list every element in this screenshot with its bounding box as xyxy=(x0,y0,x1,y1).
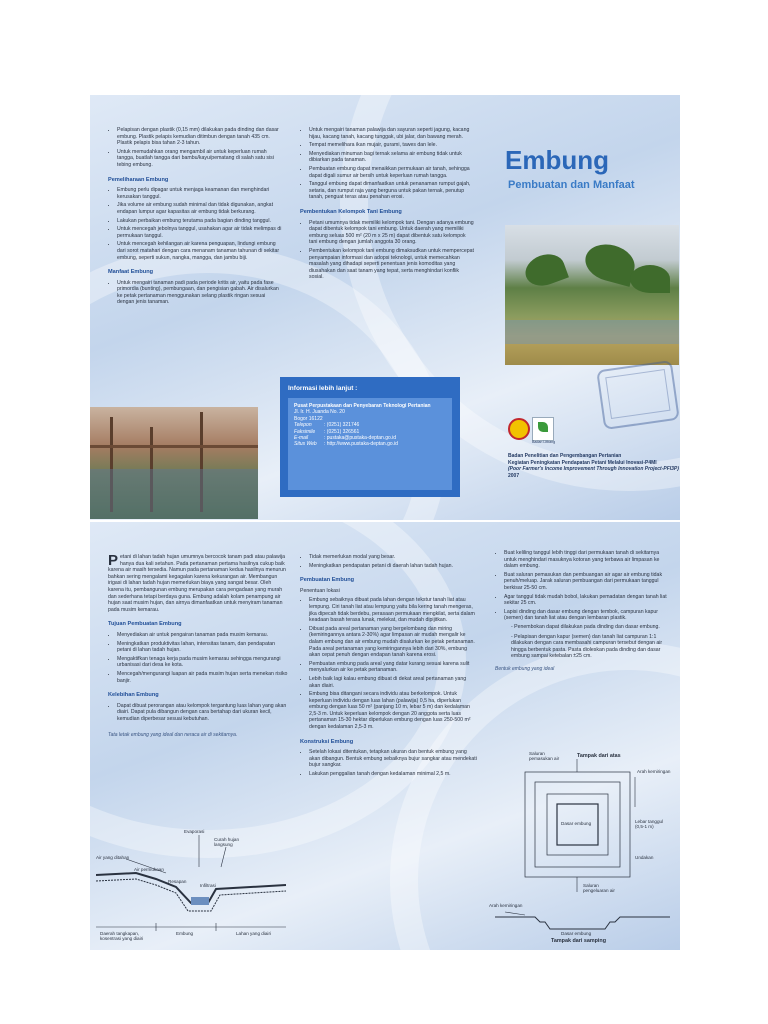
list-item: • Buat saluran pemasukan dan pembuangan air agar air embung tidak penuh/meluap. Jarak saluran pembuangan dari permukaan tanggul berkisar 25-50 cm. xyxy=(504,572,673,592)
list-item: • Mencegah/mengurangi luapan air pada musim hujan serta menekan risiko banjir. xyxy=(117,671,288,684)
list-item: • Meningkatkan produktivitas lahan, intensitas tanam, dan pendapatan petani di lahan tadah hujan. xyxy=(117,641,288,654)
label-rainfall: Curah hujan langsung xyxy=(214,837,240,847)
panel-construction-continued xyxy=(495,550,673,673)
label-outlet: Saluran pengeluaran air xyxy=(583,883,615,893)
info-title: Informasi lebih lanjut : xyxy=(288,385,358,392)
list-item: • Jika volume air embung sudah minimal dan tidak digunakan, angkat endapan lumpur agar kapasitas air embung tidak berkurang. xyxy=(117,202,283,215)
list-item: • Untuk mencegah jebolnya tanggul, usahakan agar air tidak melimpas di permukaan tanggul. xyxy=(117,226,283,239)
list-item: • Petani umumnya tidak memiliki kelompok tani. Dengan adanya embung dapat dibentuk kelompok tani embung. Untuk daerah yang memiliki embung seluas 500 m² (20 m x 25 m) dapat dibentuk satu kelompok tani embung dengan jumlah anggota 30 orang. xyxy=(309,220,475,246)
list-item: • Tidak memerlukan modal yang besar. xyxy=(309,554,478,561)
list-item: • Embung sebaiknya dibuat pada lahan dengan tekstur tanah liat atau lempung. Ciri tanah liat atau lempung yaitu bila kering tanah mengeras, jika dipecah tidak berdebu, perasaan permukaan mengkilat, serta dalam keadaan basah terasa lunak, melekat, dan mudah dipijitkan. xyxy=(309,597,478,623)
panel-intro xyxy=(108,554,288,739)
group-list xyxy=(300,220,475,281)
heading-pemeliharaan: Pemeliharaan Embung xyxy=(108,176,169,183)
info-address: Jl. Ir. H. Juanda No. 20 xyxy=(294,409,345,416)
info-city: Bogor 16122 xyxy=(294,415,323,422)
diagram-caption: Tata letak embung yang ideal dan neraca air di sekitarnya. xyxy=(108,732,238,739)
list-item: • Meningkatkan pendapatan petani di daerah lahan tadah hujan. xyxy=(309,563,478,570)
label-side-view: Tampak dari samping xyxy=(551,938,607,944)
label-seepage: Resapan xyxy=(168,879,187,884)
figure-caption: Bentuk embung yang ideal xyxy=(495,665,555,672)
construction-list-continued xyxy=(495,550,673,622)
label-runoff: Air permukaan xyxy=(134,867,164,872)
subheading-lokasi: Penentuan lokasi xyxy=(300,587,340,594)
library-stamp xyxy=(596,360,680,430)
water-balance-diagram xyxy=(96,827,286,947)
construction-list xyxy=(300,749,478,777)
dropcap: P xyxy=(108,552,119,569)
publisher-line: Kegiatan Peningkatan Pendapatan Petani Melalui Inovasi-P4MI xyxy=(508,459,657,466)
list-item: • Lakukan penggalian tanah dengan kedalaman minimal 2,5 m. xyxy=(309,771,478,778)
benefits-list-continued xyxy=(300,127,475,201)
pond-photo xyxy=(90,407,258,519)
list-item: • Untuk mencegah kehilangan air karena penguapan, lindungi embung dari sorot matahari dengan cara menanam tanaman tahunan di sekitar embung, seperti sukun, nangka, mangga, dan jambu biji. xyxy=(117,241,283,261)
lining-list xyxy=(108,127,283,169)
list-item: • Lakukan perbaikan embung terutama pada bagian dinding tanggul. xyxy=(117,218,283,225)
list-item: • Pelapisan dengan plastik (0,15 mm) dilakukan pada dinding dan dasar embung. Plastik pelapis kemudian ditimbun dengan tanah 435 cm. Plastik pelapis bisa tahan 2-3 tahun. xyxy=(117,127,283,147)
publisher-line: Badan Penelitian dan Pengembangan Pertanian xyxy=(508,453,622,459)
litbang-logo xyxy=(532,417,554,441)
label-slope-side: Arah kemiringan xyxy=(489,903,523,908)
publisher-line: (Poor Farmer's Income Improvement Through Innovation Project-PFI3P) xyxy=(508,466,679,473)
contact-info-box xyxy=(280,377,460,497)
list-item: • Untuk mengairi tanaman padi pada periode kritis air, yaitu pada fase primordia (bunting), pembungaan, dan pengisian gabah. Air disalurkan ke petak pertanaman menggunakan selang plastik ringan sesuai dengan jenis tanaman. xyxy=(117,280,283,306)
list-item: • Agar tanggul tidak mudah bobol, lakukan pemadatan dengan tanah liat sekitar 25 cm. xyxy=(504,594,673,607)
list-item: • Lebih baik lagi kalau embung dibuat di dekat areal pertanaman yang akan diairi. xyxy=(309,676,478,689)
info-row: Telepon : (0251) 321746 xyxy=(294,422,360,429)
label-evaporation: Evaporasi xyxy=(184,829,205,834)
info-org: Pusat Perpustakaan dan Penyebaran Teknologi Pertanian xyxy=(294,403,431,409)
heading-konstruksi: Konstruksi Embung xyxy=(300,738,354,745)
publisher-year: 2007 xyxy=(508,472,520,479)
label-slope: Arah kemiringan xyxy=(637,769,671,774)
ideal-pond-diagram xyxy=(485,747,675,945)
list-item: • Buat keliling tanggul lebih tinggi dari permukaan tanah di sekitarnya untuk menghindari masuknya kotoran yang terbawa air limpasan ke dalam embung. xyxy=(504,550,673,570)
benefits-list xyxy=(108,280,283,306)
list-item: • Setelah lokasi ditentukan, tetapkan ukuran dan bentuk embung yang akan dibangun. Bentuk embung sebaiknya bujur sangkar atau mendekati bujur sangkar. xyxy=(309,749,478,769)
list-item: • Embung bisa ditangani secara individu atau berkelompok. Untuk keperluan individu dengan luas lahan (palawija) 0,5 ha, diperlukan embung dengan luas 50 m² (panjang 10 m, lebar 5 m) dan kedalaman 2,5-3 m. Untuk keperluan kelompok dengan 20 anggota serta luas pertanaman 15-30 hektar diperlukan embung dengan luas 250-500 m² dengan kedalaman 2,5-3 m. xyxy=(309,691,478,731)
label-infiltration: Infiltrasi xyxy=(200,883,216,888)
label-field: Lahan yang diairi xyxy=(236,931,271,936)
intro-paragraph: Petani di lahan tadah hujan umumnya bercocok tanam padi atau palawija hanya dua kali setahun. Pada pertanaman pertama hasilnya cukup baik karena air masih tersedia. Namun pada pertanaman kedua hasilnya menurun bahkan sering mengalami kegagalan karena kekurangan air. Membangun irigasi di lahan tadah hujan memerlukan biaya yang sangat besar. Oleh karena itu, pembangunan embung merupakan cara pengadaan yang murah dan sederhana tetapi berdaya guna. Embung adalah kolam penampung air hujan saat musim hujan, dan airnya dimanfaatkan untuk menyiram tanaman pada musim kemarau. xyxy=(108,552,286,613)
ministry-logo xyxy=(508,418,530,440)
advantages-list xyxy=(108,703,288,723)
brochure-outer-side xyxy=(90,95,680,520)
list-item: • Pembentukan kelompok tani embung dimaksudkan untuk mempercepat penyampaian informasi dan adopsi teknologi, untuk memecahkan masalah yang dihadapi seperti penentuan jenis komoditas yang diusahakan dan saat tanam yang tepat, serta menghindari konflik sosial. xyxy=(309,248,475,281)
location-list xyxy=(300,597,478,730)
list-item: • Untuk memudahkan orang mengambil air untuk keperluan rumah tangga, buatlah tangga dari bambu/kayu/pematang di salah satu sisi tebing embung. xyxy=(117,149,283,169)
list-item: • Lapisi dinding dan dasar embung dengan tembok, campuran kapur (semen) dan tanah liat atau dengan lembaran plastik. xyxy=(504,609,673,622)
list-item: • Tanggul embung dapat dimanfaatkan untuk penanaman rumput gajah, setaria, dan rumput raja yang berguna untuk pakan ternak, penutup tanah, penguat teras atau penahan erosi. xyxy=(309,181,475,201)
label-step: Undakan xyxy=(635,855,654,860)
list-item: • Untuk mengairi tanaman palawija dan sayuran seperti jagung, kacang hijau, kacang tanah, kacang tunggak, ubi jalar, dan bawang merah. xyxy=(309,127,475,140)
panel-maintenance xyxy=(108,127,283,308)
info-body xyxy=(288,398,452,490)
lining-methods xyxy=(495,624,673,660)
cover-photo xyxy=(505,225,679,365)
heading-kelompok: Pembentukan Kelompok Tani Embung xyxy=(300,208,402,215)
list-item: • Pembuatan embung pada areal yang datar kurang sesuai karena sulit menyalurkan air ke petak pertanaman. xyxy=(309,661,478,674)
label-catchment: Daerah tangkapan, kosentrasi yang diairi xyxy=(100,931,144,941)
publisher-block xyxy=(508,453,680,479)
goals-list xyxy=(108,632,288,684)
maintenance-list xyxy=(108,187,283,261)
list-item: • Tempat memelihara ikan mujair, gurami, tawes dan lele. xyxy=(309,142,475,149)
brochure-inner-side xyxy=(90,522,680,950)
label-inlet: Saluran pemasukan air xyxy=(529,751,560,761)
list-item: • Menyediakan minuman bagi ternak selama air embung tidak untuk dibiarkan pada tanaman. xyxy=(309,151,475,164)
label-pond: Embung xyxy=(176,931,194,936)
cover-title: Embung xyxy=(505,145,609,175)
heading-pembuatan: Pembuatan Embung xyxy=(300,577,355,584)
cover-subtitle: Pembuatan dan Manfaat xyxy=(508,179,635,191)
dash-item: - Penembokan dapat dilakukan pada dinding dan dasar embung. xyxy=(511,623,660,630)
heading-tujuan: Tujuan Pembuatan Embung xyxy=(108,621,182,628)
panel-benefits-group xyxy=(300,127,475,283)
label-pond-floor-side: Dasar embung xyxy=(561,931,592,936)
panel-construction xyxy=(300,554,478,780)
list-item: • Mengaktifkan tenaga kerja pada musim kemarau sehingga mengurangi urbanisasi dari desa ke kota. xyxy=(117,656,288,669)
heading-kelebihan: Kelebihan Embung xyxy=(108,692,159,699)
info-row: Faksimile : (0251) 326561 xyxy=(294,428,360,435)
litbang-logo-label: Badan Litbang xyxy=(532,440,556,444)
info-row: Situs Web : http://www.pustaka-deptan.go.id xyxy=(294,441,398,448)
label-bank-width: Lebar tanggul (0,5-1 m) xyxy=(635,819,664,829)
list-item: • Dibuat pada areal pertanaman yang bergelombang dan miring (kemiringannya antara 2-30%) agar limpasan air mudah mengalir ke dalam embung dan air embung mudah disalurkan ke petak pertanaman. Pada areal pertanaman yang kemiringannya lebih dari 30%, embung akan cepat penuh dengan endapan tanah karena erosi. xyxy=(309,626,478,659)
list-item: • Menyediakan air untuk pengairan tanaman pada musim kemarau. xyxy=(117,632,288,639)
dash-item: - Pelapisan dengan kapur (semen) dan tanah liat campuran 1:1 dilakukan dengan cara membasahi campuran tersebut dengan air hingga berbentuk pasta. Pasta dioleskan pada dinding dan dasar embung sampai ketebalan ±25 cm. xyxy=(511,633,663,660)
info-row: E-mail : pustaka@pustaka-deptan.go.id xyxy=(294,435,397,442)
advantages-list-continued xyxy=(300,554,478,569)
label-top-view: Tampak dari atas xyxy=(577,753,621,759)
label-retained: Air yang ditahan xyxy=(96,855,130,860)
list-item: • Embung perlu dipagar untuk menjaga keamanan dan menghindari kerusakan tanggul. xyxy=(117,187,283,200)
label-pond-floor: Dasar embung xyxy=(561,821,592,826)
list-item: • Pembuatan embung dapat menaikkan permukaan air tanah, sehingga dapat digali sumur air bersih untuk keperluan rumah tangga. xyxy=(309,166,475,179)
heading-manfaat: Manfaat Embung xyxy=(108,269,154,276)
list-item: • Dapat dibuat perorangan atau kelompok tergantung luas lahan yang akan diairi. Dapat pula dibangun dengan cara bertahap dari ukuran kecil, kemudian diperbesar sesuai kebutuhan. xyxy=(117,703,288,723)
